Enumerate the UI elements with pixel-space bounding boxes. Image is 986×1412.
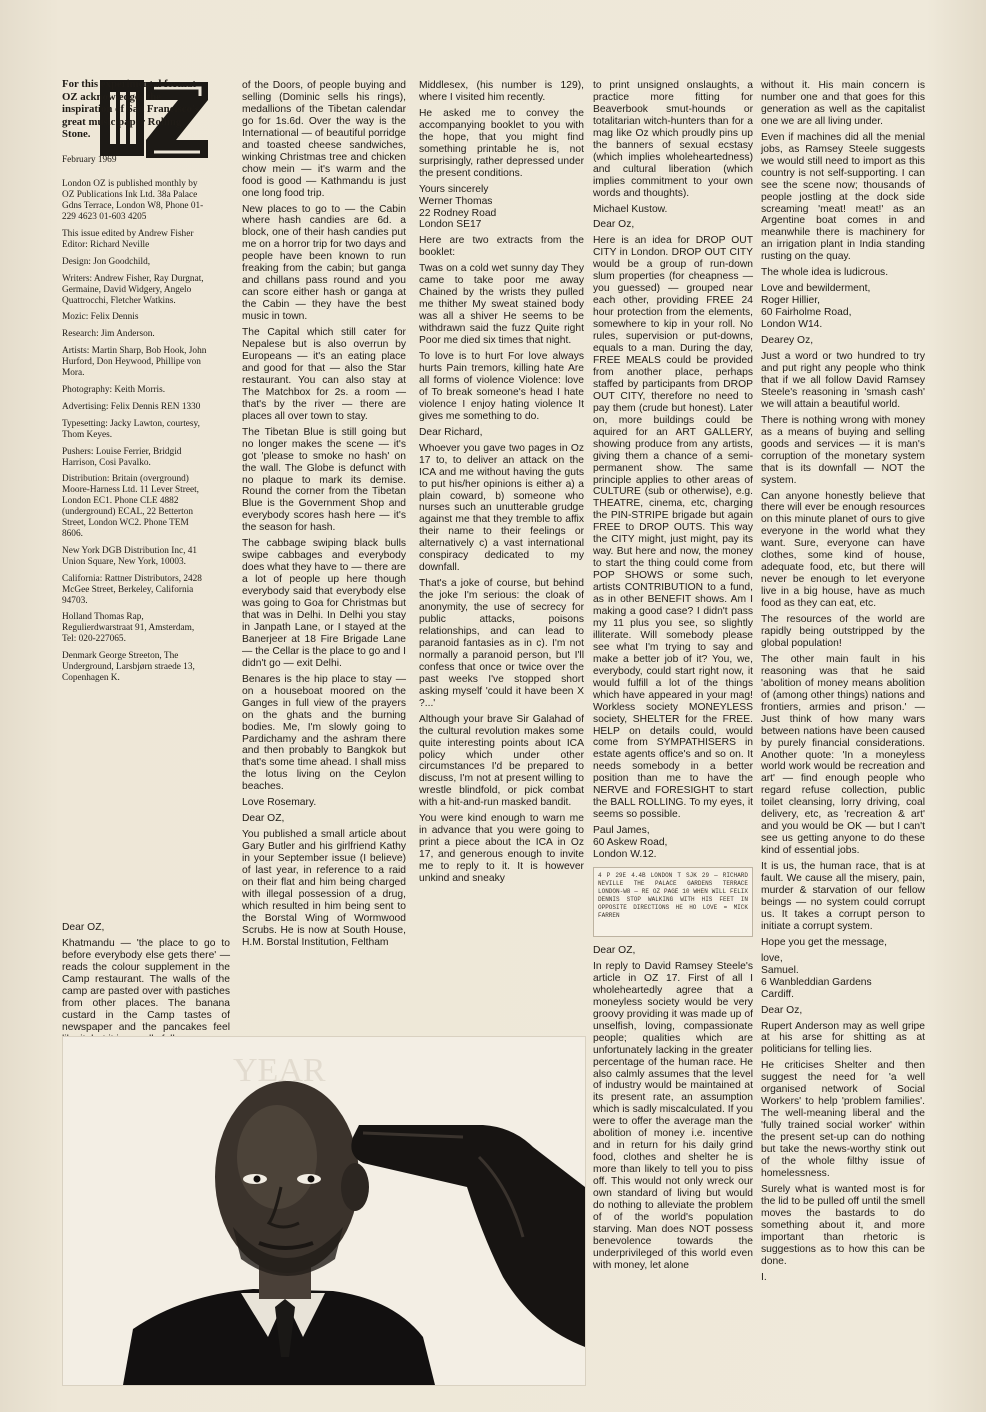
paragraph: The Capital which still cater for Nepalese but is also overrun by Europeans — it's an eating place and good for that — also the Star restaurant. You can also stay at The Matchbox for 2s. a room — that's by the river — there are places all over town to stay. [242, 327, 406, 422]
paragraph: Hope you get the message, [761, 936, 887, 948]
paragraph: In reply to David Ramsey Steele's article in OZ 17. First of all I wholeheartedly agree that a moneyless society would be very groovy providing it was made up of unselfish, loving, compassionate people; qualities which are unfortunately lacking in the greater percentage of the human race. He also calmly assumes that the level of industry would be maintained at its present rate, an assumption which is sadly miscalculated. If you were to offer the average man the abolition of money i.e. incentive and in return for his daily grind food, clothes and shelter he is more than likely to tell you to piss off. This would not only wreck our own standard of living but would do nothing to alleviate the problem of of the world's population starving. Man does NOT possess benevolence towards the underprivileged of this world even with money, let alone [593, 960, 753, 1271]
letter-salutation: Dear Richard, [419, 426, 483, 438]
signature: love, Samuel. 6 Wanbleddian Gardens Cardiff. [761, 952, 872, 1000]
letter-khatmandu [62, 922, 230, 1032]
letter-column-5 [761, 80, 925, 1395]
finger-gun-photo [62, 1036, 586, 1386]
letter-body: Khatmandu — 'the place to go to before everybody else gets there' — reads the colour supplement in the Camp restaurant. The walls of the camp are pasted over with pastiches from other places. The banana custard in the Camp tastes of newspaper and the pancakes feel [62, 937, 230, 1033]
photography-credit: Photography: Keith Morris. [62, 385, 166, 395]
letter-column-3 [419, 80, 584, 885]
holland-credit: Holland Thomas Rap, Regulierdwarstraat 91, Amsterdam, Tel: 020-227065. [62, 612, 195, 645]
photo-illustration [63, 1037, 585, 1385]
design-credit: Design: Jon Goodchild, [62, 256, 151, 267]
svg-text:YEAR: YEAR [233, 1052, 326, 1089]
masthead-caption: For this experimental format OZ acknowledges the inspiration of San Francisco's great music paper Rolling Stone. [62, 78, 200, 140]
letter-salutation: Dearey Oz, [761, 335, 814, 347]
signature: Paul James, 60 Askew Road, London W.12. [593, 825, 668, 861]
paragraph: Rupert Anderson may as well gripe at his arse for shitting as at politicians for telling lies. [761, 1020, 925, 1056]
signoff: Love Rosemary. [242, 797, 317, 809]
paragraph: Can anyone honestly believe that there will ever be enough resources on this minute planet of ours to give everyone in the world what they want. Sure, everyone can have clothes, some kind of house, adequate food, etc, but there will never be enough to let everyone live in a big house, have as much food as they can eat, etc. [761, 490, 925, 610]
signature: Yours sincerely Werner Thomas 22 Rodney Road London SE17 [419, 183, 497, 231]
poem: To love is to hurt For love always hurts Pain tremors, killing hate Are all forms of violence Violence: love of To break someone's head I hate violence I enjoy hating violence It gives me something to do. [419, 351, 584, 422]
paragraph: The cabbage swiping black bulls swipe cabbages and everybody does what they have to — there are a lot of people up here though everybody said that everybody else was going to Goa for Christmas but that was in Delhi. In Delhi you stay in Janpath Lane, or I stayed at the Banerjeer at 18 Fire Brigade Lane — the Cellar is the place to go and I didn't go — exit Delhi. [242, 538, 406, 669]
paragraph: Middlesex, (his number is 129), where I visited him recently. [419, 80, 584, 103]
issue-date: February 1969 [62, 154, 117, 165]
paragraph: That's a joke of course, but behind the joke I'm serious: the cloak of anonymity, the use of secrecy for public attacks, poisons relationships, and can lead to paranoid fantasies as in c). I'm not normally a paranoid person, but I'll confess that once or twice over the past weeks I've stopped short asking myself 'could it have been X ?...' [419, 578, 584, 709]
distribution-credit: Distribution: Britain (overground) Moore-Harness Ltd. 11 Lever Street, London EC1. Phone CLE 4882 (underground) ECAL, 22 Betterton Street, London WC2. Phone TEM 8606. [62, 474, 199, 539]
paragraph: without it. His main concern is number one and that goes for this generation as well as the capitalist one we are all living under. [761, 80, 925, 127]
letter-column-2 [242, 80, 406, 948]
paragraph: He criticises Shelter and then suggest the need for 'a well organised network of Social Workers' to help 'problem families'. The well-meaning liberal and the 'fully trained social worker' within the present set-up can do nothing but take the news-worthy stink out of the whole filthy issue of homelessness. [761, 1060, 925, 1179]
paragraph: The Tibetan Blue is still going but no longer makes the scene — it's got 'please to smoke no hash' on the wall. The Globe is defunct with no plaque to mark its demise. Round the corner from the Tibetan Blue is the Government Shop and everybody scores hash here — it's the season for hash. [242, 426, 406, 534]
paragraph: You were kind enough to warn me in advance that you were going to print a piece about the ICA in Oz 17, and generous enough to invite me to reply to it. It is however unkind and sneaky [419, 813, 584, 885]
paragraph: There is nothing wrong with money as a means of buying and selling goods and services — it is man's corruption of the monetary system that is its downfall — NOT the system. [761, 414, 925, 486]
signature: Michael Kustow. [593, 203, 668, 215]
artists-credit: Artists: Martin Sharp, Bob Hook, John Hurford, Don Heywood, Phillipe von Mora. [62, 346, 207, 379]
paragraph: Benares is the hip place to stay — on a houseboat moored on the Ganges in full view of the prayers on the ghats and the burning bodies. Me, I'm slowly going to Pardichamy and the ashram there and then probably to Bangkok but that's some time ahead. I shall miss the lotus living on the Ceylon beaches. [242, 673, 406, 793]
paragraph: Here are two extracts from the booklet: [419, 235, 584, 259]
publisher-info: London OZ is published monthly by OZ Publications Ink Ltd. 38a Palace Gdns Terrace, London W8, Phone 01-229 4623 01-603 4205 [62, 179, 204, 223]
paragraph: The resources of the world are rapidly being outstripped by the global population! [761, 614, 925, 649]
paragraph: He asked me to convey the accompanying booklet to you with the hope, that you might find something printable he is, not surprisingly, rather depressed under the present conditions. [419, 107, 584, 179]
research-credit: Research: Jim Anderson. [62, 329, 155, 340]
paragraph: It is us, the human race, that is at fault. We cause all the misery, pain, murder & starvation of our fellow beings — no system could corrupt us. It takes a corrupt person to initiate a corrupt system. [761, 861, 925, 932]
paragraph: New places to go to — the Cabin where hash candies are 6d. a block, one of their hash candies put me on a horror trip for two days and people have been known to run freaking from the cabin; but ganga and chillans pass round and you can score either hash or ganga at the Cabin — they have the best music in town. [242, 203, 406, 323]
letter-salutation: Dear Oz, [761, 1004, 803, 1016]
letter-salutation: Dear OZ, [62, 922, 105, 933]
paragraph: of the Doors, of people buying and selling (Dominic sells his rings), medallions of the Tibetan calendar go for 1s.6d. Over the way is the International — of beautiful porridge and toasted cheese sandwiches, winking Christmas tree and chicken chow mein — it's warm and the food is good — Kathmandu is just one long food trip. [242, 80, 406, 199]
writers-credit: Writers: Andrew Fisher, Ray Durgnat, Germaine, David Widgery, Angelo Quattrocchi, Fletcher Watkins. [62, 273, 204, 306]
pushers-credit: Pushers: Louise Ferrier, Bridgid Harrison, Cosi Pavalko. [62, 446, 182, 468]
issue-editor: This issue edited by Andrew Fisher Editor: Richard Neville [62, 229, 194, 250]
denmark-credit: Denmark George Streeton, The Underground, Larsbjørn straede 13, Copenhagen K. [62, 651, 195, 683]
california-credit: California: Rattner Distributors, 2428 McGee Street, Berkeley, California 94703. [62, 573, 202, 606]
letter-salutation: Dear Oz, [593, 219, 635, 231]
paragraph: The other main fault in his reasoning was that he said 'abolition of money means abolition of (among other things) nations and frontiers, armies and prison.' — Just think of how many wars between nations have been caused by purely financial considerations. Another quote: 'In a moneyless world work would be recreation and art' — find enough people who regard refuse collection, public toilet cleansing, lorry driving, coal delivery, etc, as 'recreation & art' and you would be OK — but I can't see us getting anyone to do these kind of essential jobs. [761, 653, 925, 857]
letter-salutation: Dear OZ, [242, 813, 285, 825]
paragraph: The whole idea is ludicrous. [761, 267, 889, 279]
letter-salutation: Dear OZ, [593, 945, 636, 956]
signature: Love and bewilderment, Roger Hillier, 60 Fairholme Road, London W14. [761, 283, 871, 331]
paragraph: You published a small article about Gary Butler and his girlfriend Kathy in your September issue (I believe) of last year, in reference to a raid on their flat and him being charged with illegal possession of a drug, which resulted in him being sent to the Borstal Wing of Wormwood Scrubs. He is now at South House, H.M. Borstal Institution, Feltham [242, 829, 406, 948]
mozic-credit: Mozic: Felix Dennis [62, 312, 139, 323]
poem: Twas on a cold wet sunny day They came to take poor me away Chained by the wrists they pulled me thither My sweat stained body was all a shiver He seems to be withdrawn said the fuzz Quite right Poor me died six times that night. [419, 263, 584, 347]
paragraph: Although your brave Sir Galahad of the cultural revolution makes some quite interesting points about ICA policy which under other circumstances I'd be prepared to discuss, I'm not at present willing to wrestle blindfold, or pick combat with a hit-and-run masked bandit. [419, 713, 584, 809]
advertising-credit: Advertising: Felix Dennis REN 1330 [62, 401, 201, 412]
typesetting-credit: Typesetting: Jacky Lawton, courtesy, Thom Keyes. [62, 418, 200, 440]
paragraph: Here is an idea for DROP OUT CITY in London. DROP OUT CITY would be a group of run-down slum properties (for cheapness — you guessed) — grouped near each other, providing FREE 24 hour protection from the elements, somewhere to kip in your roll. No rules, supervision or put-downs, equals to a man. During the day, FREE MEALS could be provided from another place, perhaps staffed by participants from DROP OUT CITY, therefore no need to pay them (crude but honest). Later on, more buildings could be aquired for an ART GALLERY, showing produce from any artists, giving them a chance of a semi-permanent show. The same principle applies to other areas of CULTURE (sub or otherwise), e.g. THEATRE, cinema, etc, charging the PIN-STRIPE brigade but again FREE to DROP OUTS. This way the CITY might, just might, pay its way. But here and now, the money to start the thing could come from POP SHOWS or some such, artists CONTRIBUTION to a fund, as in other BENEFIT shows. Am I making a good case? I didn't pass my 11 plus you see, so slightly illiterate. Will somebody please see what I'm trying to say and make a better job of it? You, we, everybody, could start right now, it would fulfill a lot of the things which have appeared in your mag! Workless society MONEYLESS society, SHELTER for the FREE. HELP on details could, would come from SYMPATHISERS in estate agents office's and so on. It needs somebody in a better position than me to have the NERVE and FORESIGHT to start the BALL ROLLING. To my eyes, it seems so possible. [593, 235, 753, 821]
paragraph: Surely what is wanted most is for the lid to be pulled off until the smell moves the bastards to do something about it, and more important than rhetoric is suggestions as to how this can be done. [761, 1183, 925, 1267]
paragraph: to print unsigned onslaughts, a practice more fitting for Beaverbook smut-hounds or totalitarian witch-hunters than for a mag like Oz which proudly pins up the banners of sexual ecstasy (which implies wholeheartedness) and cultural liberation (which implies commitment to your own words and thoughts). [593, 80, 753, 199]
letter-column-4 [593, 80, 753, 1395]
telegram-clipping: 4 P 29E 4.4B LONDON T SJK 29 — RICHARD NEVILLE THE PALACE GARDENS TERRACE LONDON-W8 — RE OZ PAGE 10 WHEN WILL FELIX DENNIS STOP WALKING WITH HIS FEET IN OPPOSITE DIRECTIONS HE HO LOVE = MICK FARREN [593, 867, 753, 937]
paragraph: Even if machines did all the menial jobs, as Ramsey Steele suggests we would still need to import as this country is not self-supporting. I can see the scene now; thousands of people jostling at the dock side screaming 'meat! meat!' as an Argentine boat comes in and meanwhile there is machinery for an irrigation plant in India standing rusting on the quay. [761, 131, 925, 263]
newyork-credit: New York DGB Distribution Inc, 41 Union Square, New York, 10003. [62, 545, 198, 567]
paragraph: Whoever you gave two pages in Oz 17 to, to deliver an attack on the ICA and me without having the guts to put his/her opinions is either a) a plain coward, b) someone who nurses such an unutterable grudge against me that they tremble to affix their name to their feelings or alternatively c) a vast international conspiracy dedicated to my downfall. [419, 442, 584, 574]
signature: I. [761, 1271, 767, 1283]
paragraph: Just a word or two hundred to try and put right any people who think that if we all follow David Ramsey Steele's reasoning in 'smash cash' we will attain a beautiful world. [761, 351, 925, 410]
